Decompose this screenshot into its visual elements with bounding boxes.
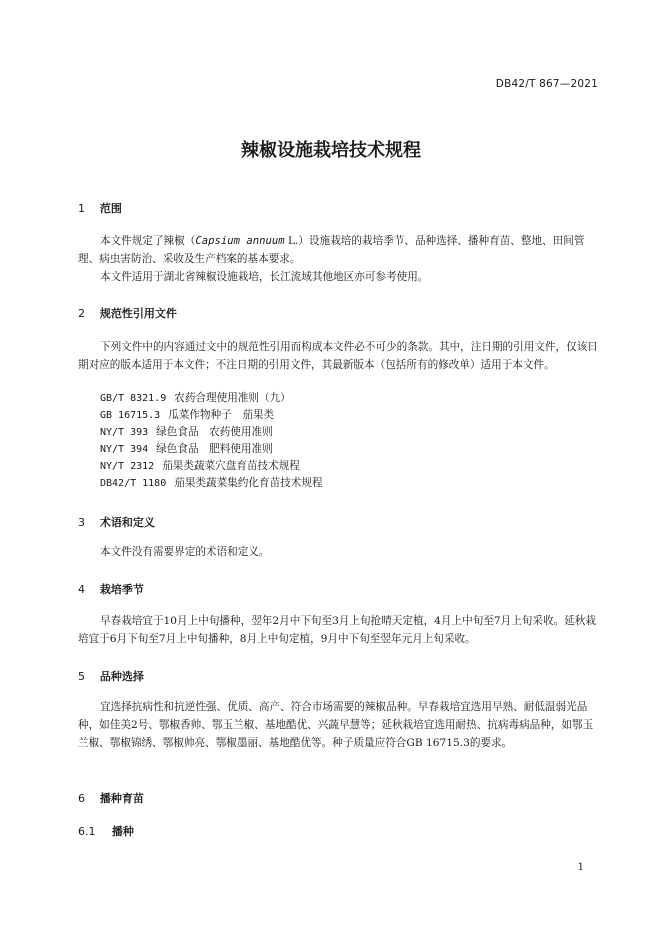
section-heading-1 xyxy=(78,200,122,216)
section-heading-5 xyxy=(78,668,144,684)
references-intro: 下列文件中的内容通过文中的规范性引用而构成本文件必不可少的条款。其中，注日期的引用文件，仅该日期对应的版本适用于本文件；不注日期的引用文件，其最新版本（包括所有的修改单）适用于本文件。 xyxy=(78,341,598,371)
text-run: L.）设施栽培的栽培季节、品种选择、播种育苗、整地、田间管理、病虫害防治、采收及生产档案的基本要求。 xyxy=(78,235,585,265)
section-title: 范围 xyxy=(99,202,122,215)
subsection-heading-6-1 xyxy=(78,823,134,839)
reference-item xyxy=(100,441,273,458)
reference-code: NY/T 394 xyxy=(100,444,149,455)
section-number: 3 xyxy=(78,516,85,529)
text-run: 本文件规定了辣椒（ xyxy=(100,235,196,247)
scope-paragraph-2: 本文件适用于湖北省辣椒设施栽培，长江流域其他地区亦可参考使用。 xyxy=(100,271,429,283)
reference-code: NY/T 393 xyxy=(100,427,149,438)
latin-name: Capsium annuum xyxy=(195,235,285,247)
reference-name: 绿色食品 肥料使用准则 xyxy=(156,443,273,455)
section-title: 播种育苗 xyxy=(99,792,144,805)
reference-code: GB/T 8321.9 xyxy=(100,393,167,404)
season-paragraph: 早春栽培宜于10月上中旬播种，翌年2月中下旬至3月上旬抢晴天定植，4月上中旬至7月上旬采收。延秋栽培宜于6月下旬至7月上中旬播种，8月上中旬定植，9月中下旬至翌年元月上旬采收。 xyxy=(78,615,596,645)
variety-paragraph: 宜选择抗病性和抗逆性强、优质、高产、符合市场需要的辣椒品种。早春栽培宜选用早熟、耐低温弱光品种，如佳美2号、鄂椒香帅、鄂玉兰椒、基地酷优、兴蔬早慧等；延秋栽培宜选用耐热、抗病毒病品种，如鄂玉兰椒、鄂椒锦绣、鄂椒帅亮、鄂椒墨丽、基地酷优等。种子质量应符合GB 16715.3的要求。 xyxy=(78,701,594,749)
reference-item xyxy=(100,475,323,492)
section-title: 播种 xyxy=(111,825,134,838)
section-title: 术语和定义 xyxy=(99,516,155,529)
section-number: 6 xyxy=(78,792,85,805)
reference-name: 瓜菜作物种子 茄果类 xyxy=(168,409,275,421)
reference-name: 茄果类蔬菜集约化育苗技术规程 xyxy=(174,477,323,489)
section-heading-6 xyxy=(78,790,144,806)
page-number: 1 xyxy=(577,862,584,873)
reference-item xyxy=(100,424,273,441)
section-number: 4 xyxy=(78,583,85,596)
reference-item xyxy=(100,407,274,424)
section-heading-3 xyxy=(78,514,155,530)
reference-item xyxy=(100,390,291,407)
section-heading-2 xyxy=(78,305,177,321)
section-heading-4 xyxy=(78,581,144,597)
section-title: 规范性引用文件 xyxy=(99,307,177,320)
reference-name: 农药合理使用准则（九） xyxy=(174,392,291,404)
section-number: 2 xyxy=(78,307,85,320)
section-title: 栽培季节 xyxy=(99,583,144,596)
reference-code: NY/T 2312 xyxy=(100,461,155,472)
section-title: 品种选择 xyxy=(99,670,144,683)
terms-paragraph: 本文件没有需要界定的术语和定义。 xyxy=(100,546,270,558)
section-number: 6.1 xyxy=(78,825,96,838)
section-number: 5 xyxy=(78,670,85,683)
reference-name: 茄果类蔬菜穴盘育苗技术规程 xyxy=(162,460,300,472)
scope-paragraph-1 xyxy=(78,232,598,268)
page-title: 辣椒设施栽培技术规程 xyxy=(241,140,421,161)
reference-item xyxy=(100,458,300,475)
reference-code: GB 16715.3 xyxy=(100,410,161,421)
reference-code: DB42/T 1180 xyxy=(100,478,167,489)
document-code: DB42/T 867—2021 xyxy=(495,78,598,90)
reference-name: 绿色食品 农药使用准则 xyxy=(156,426,273,438)
section-number: 1 xyxy=(78,202,85,215)
